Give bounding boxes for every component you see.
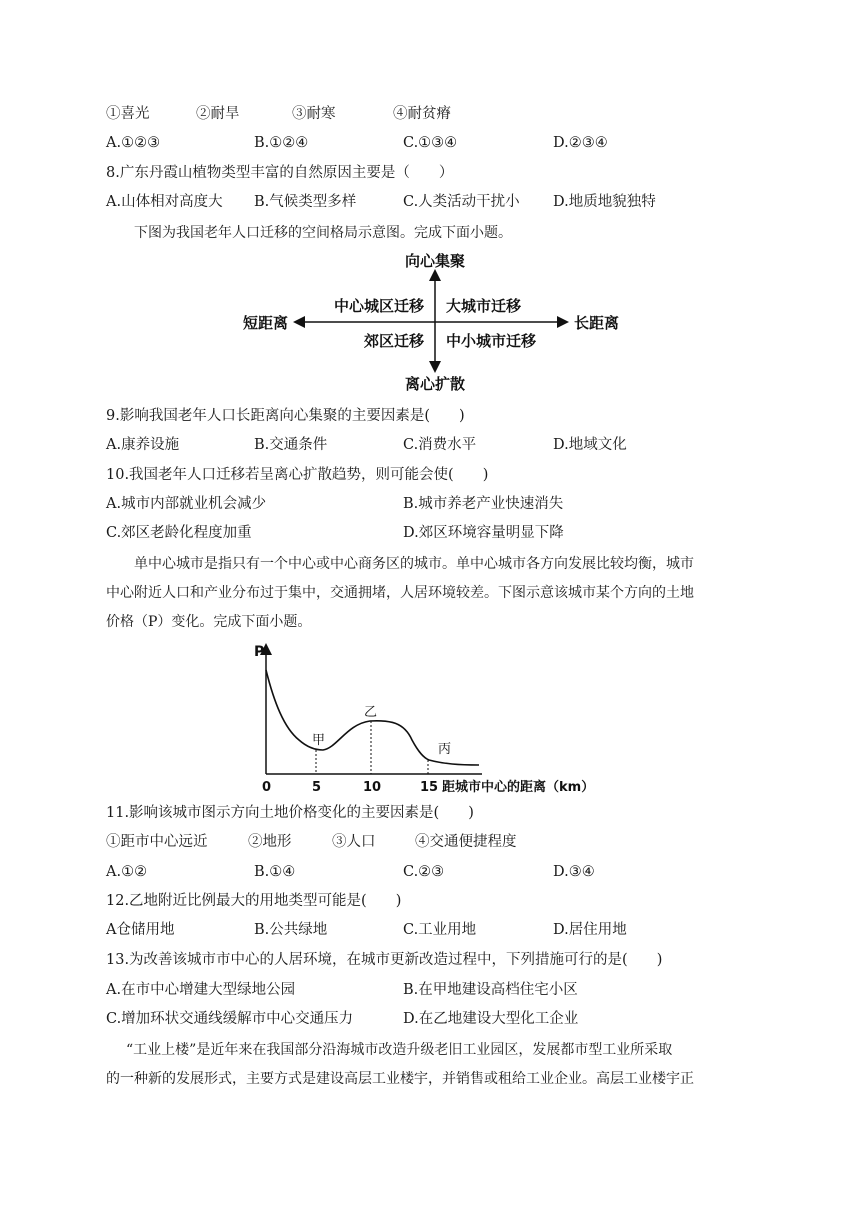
label-right: 长距离 xyxy=(574,314,620,332)
q7-item-2: ②耐旱 xyxy=(196,106,240,122)
q10-option-d[interactable]: D.郊区环境容量明显下降 xyxy=(403,525,564,541)
intro-industry-upstairs-line2: 的一种新的发展形式，主要方式是建设高层工业楼宇，并销售或租给工业企业。高层工业楼宇正 xyxy=(106,1071,694,1087)
x-tick-0: 0 xyxy=(262,780,272,795)
q9-option-b[interactable]: B.交通条件 xyxy=(254,437,328,453)
quadrant-bottom-left: 郊区迁移 xyxy=(363,332,424,350)
q11-option-c[interactable]: C.②③ xyxy=(403,864,445,880)
q10-option-c[interactable]: C.郊区老龄化程度加重 xyxy=(106,525,252,541)
q11-item-3: ③人口 xyxy=(332,834,376,850)
intro-single-center-line2: 中心附近人口和产业分布过于集中，交通拥堵，人居环境较差。下图示意该城市某个方向的土地 xyxy=(106,585,694,601)
label-top: 向心集聚 xyxy=(404,252,466,270)
quadrant-top-right: 大城市迁移 xyxy=(446,297,522,315)
quadrant-top-left: 中心城区迁移 xyxy=(333,297,424,315)
q11-option-a[interactable]: A.①② xyxy=(106,864,148,880)
q9-stem: 9.影响我国老年人口长距离向心集聚的主要因素是( ) xyxy=(106,408,465,424)
point-label-yi: 乙 xyxy=(364,705,378,720)
q12-option-d[interactable]: D.居住用地 xyxy=(553,922,627,938)
q9-option-d[interactable]: D.地域文化 xyxy=(553,437,627,453)
point-label-jia: 甲 xyxy=(312,733,326,748)
q7-option-a[interactable]: A.①②③ xyxy=(106,135,161,151)
x-tick-15: 15 xyxy=(420,780,439,795)
q11-item-4: ④交通便捷程度 xyxy=(415,834,517,850)
q12-option-c[interactable]: C.工业用地 xyxy=(403,922,477,938)
q10-stem: 10.我国老年人口迁移若呈离心扩散趋势，则可能会使( ) xyxy=(106,467,489,483)
q13-option-a[interactable]: A.在市中心增建大型绿地公园 xyxy=(106,982,296,998)
q8-option-a[interactable]: A.山体相对高度大 xyxy=(106,194,223,210)
q12-option-b[interactable]: B.公共绿地 xyxy=(254,922,328,938)
q7-item-3: ③耐寒 xyxy=(292,106,336,122)
q7-option-c[interactable]: C.①③④ xyxy=(403,135,458,151)
q9-option-a[interactable]: A.康养设施 xyxy=(106,437,180,453)
intro-single-center-line1: 单中心城市是指只有一个中心或中心商务区的城市。单中心城市各方向发展比较均衡，城市 xyxy=(134,556,694,572)
q11-option-b[interactable]: B.①④ xyxy=(254,864,296,880)
q8-option-d[interactable]: D.地质地貌独特 xyxy=(553,194,656,210)
label-bottom: 离心扩散 xyxy=(404,375,466,393)
q12-stem: 12.乙地附近比例最大的用地类型可能是( ) xyxy=(106,893,402,909)
q10-option-b[interactable]: B.城市养老产业快速消失 xyxy=(403,496,564,512)
point-label-bing: 丙 xyxy=(438,742,452,757)
q10-option-a[interactable]: A.城市内部就业机会减少 xyxy=(106,496,267,512)
q7-option-b[interactable]: B.①②④ xyxy=(254,135,309,151)
q8-stem: 8.广东丹霞山植物类型丰富的自然原因主要是（ ） xyxy=(106,165,454,181)
label-left: 短距离 xyxy=(242,314,288,332)
q13-option-d[interactable]: D.在乙地建设大型化工企业 xyxy=(403,1011,579,1027)
q7-option-d[interactable]: D.②③④ xyxy=(553,135,608,151)
x-tick-5: 5 xyxy=(312,780,322,795)
x-tick-10: 10 xyxy=(363,780,382,795)
q13-stem: 13.为改善该城市市中心的人居环境，在城市更新改造过程中，下列措施可行的是( ) xyxy=(106,952,663,968)
intro-single-center-line3: 价格（P）变化。完成下面小题。 xyxy=(106,614,312,630)
q11-option-d[interactable]: D.③④ xyxy=(553,864,595,880)
y-axis-label: P xyxy=(254,644,265,660)
q11-item-2: ②地形 xyxy=(248,834,292,850)
q8-option-b[interactable]: B.气候类型多样 xyxy=(254,194,357,210)
migration-pattern-diagram xyxy=(230,246,630,396)
q9-option-c[interactable]: C.消费水平 xyxy=(403,437,477,453)
q7-item-1: ①喜光 xyxy=(106,106,150,122)
intro-migration: 下图为我国老年人口迁移的空间格局示意图。完成下面小题。 xyxy=(134,225,512,241)
q11-stem: 11.影响该城市图示方向土地价格变化的主要因素是( ) xyxy=(106,805,474,821)
intro-industry-upstairs-line1: “工业上楼”是近年来在我国部分沿海城市改造升级老旧工业园区，发展都市型工业所采取 xyxy=(126,1042,673,1058)
q12-option-a[interactable]: A仓储用地 xyxy=(106,922,175,938)
q8-option-c[interactable]: C.人类活动干扰小 xyxy=(403,194,520,210)
q11-item-1: ①距市中心远近 xyxy=(106,834,208,850)
x-axis-label: 距城市中心的距离（km） xyxy=(442,780,595,795)
q13-option-b[interactable]: B.在甲地建设高档住宅小区 xyxy=(403,982,578,998)
land-price-chart xyxy=(244,640,624,800)
quadrant-bottom-right: 中小城市迁移 xyxy=(446,332,537,350)
q13-option-c[interactable]: C.增加环状交通线缓解市中心交通压力 xyxy=(106,1011,354,1027)
q7-item-4: ④耐贫瘠 xyxy=(393,106,451,122)
